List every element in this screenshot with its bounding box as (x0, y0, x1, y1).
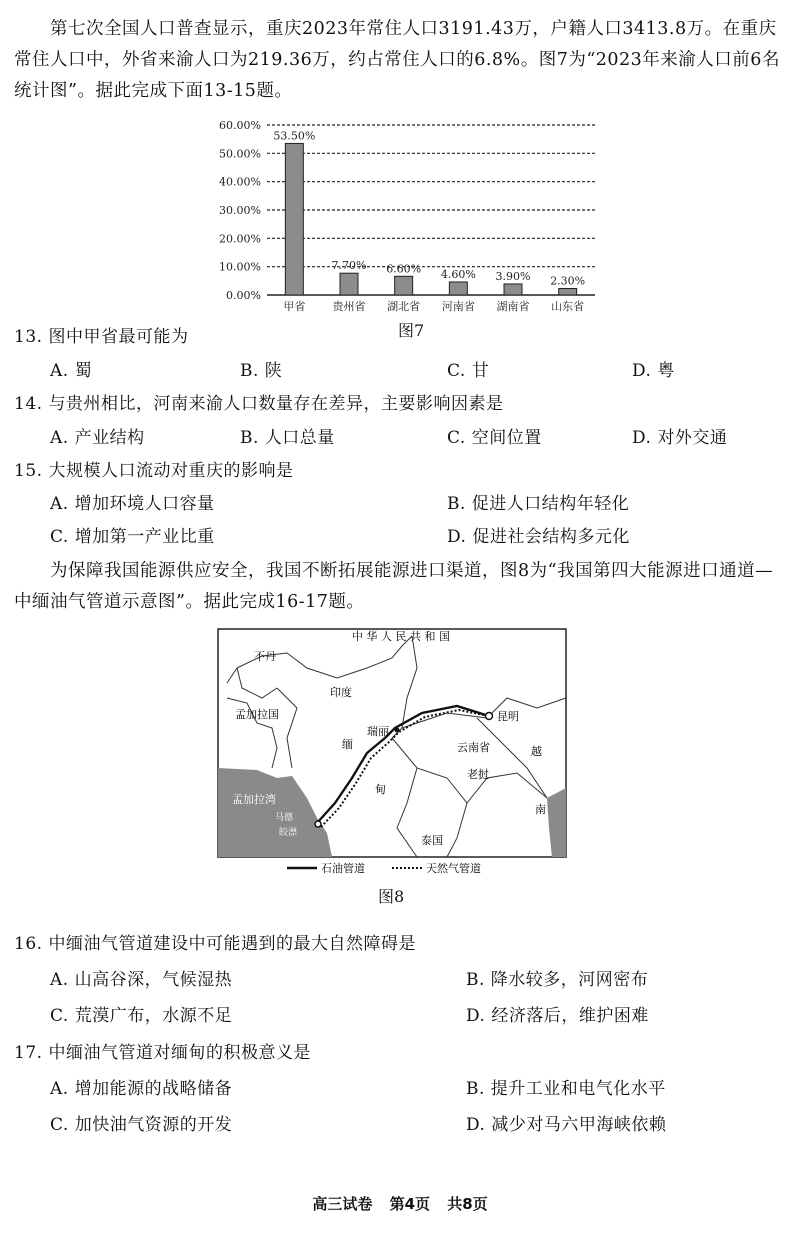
bar-湖北省 (395, 276, 413, 295)
q16-option-c[interactable]: C. 荒漠广布，水源不足 (50, 1006, 233, 1026)
bar-甲省 (285, 143, 303, 295)
x-category-label: 山东省 (551, 300, 585, 313)
y-tick-label: 30.00% (219, 204, 261, 217)
footer-page-number: 第4页 (389, 1195, 430, 1213)
bar-value-label: 6.60% (386, 262, 422, 276)
x-category-label: 湖南省 (496, 300, 530, 313)
label-vietnam-1: 越 (531, 745, 542, 758)
x-category-label: 河南省 (441, 300, 475, 313)
figure-8-pipeline-map (217, 628, 567, 876)
label-port-1: 马德 (275, 813, 294, 823)
label-ruili: 瑞丽 (367, 725, 389, 738)
bar-贵州省 (340, 273, 358, 295)
label-bangladesh: 孟加拉国 (235, 708, 279, 721)
q13-option-a[interactable]: A. 蜀 (50, 361, 93, 381)
label-laos: 老挝 (467, 768, 489, 781)
page-footer (0, 1193, 800, 1214)
bar-value-label: 3.90% (495, 269, 531, 283)
bar-山东省 (559, 288, 577, 295)
q13-option-c[interactable]: C. 甘 (447, 361, 490, 381)
q15-option-d[interactable]: D. 促进社会结构多元化 (447, 527, 630, 547)
intro-paragraph-2: 为保障我国能源供应安全，我国不断拓展能源进口渠道，图8为“我国第四大能源进口通道—中缅油气管道示意图”。据此完成16-17题。 (14, 561, 774, 612)
bar-value-label: 53.50% (273, 129, 316, 143)
y-tick-label: 10.00% (219, 260, 261, 274)
q16-option-a[interactable]: A. 山高谷深，气候湿热 (50, 970, 233, 990)
question-15-stem: 15. 大规模人口流动对重庆的影响是 (14, 461, 294, 481)
q15-option-c[interactable]: C. 增加第一产业比重 (50, 527, 215, 547)
label-vietnam-2: 南 (535, 803, 546, 816)
bar-河南省 (449, 282, 467, 295)
bar-value-label: 2.30% (550, 274, 586, 288)
kunming-marker (486, 713, 493, 720)
y-tick-label: 20.00% (219, 232, 261, 246)
question-13-stem: 13. 图中甲省最可能为 (14, 327, 189, 347)
q16-option-b[interactable]: B. 降水较多，河网密布 (466, 970, 649, 990)
q15-option-a[interactable]: A. 增加环境人口容量 (50, 494, 215, 514)
y-tick-label: 60.00% (219, 119, 261, 132)
footer-exam-name: 高三试卷 (312, 1195, 373, 1213)
question-16-stem: 16. 中缅油气管道建设中可能遇到的最大自然障碍是 (14, 934, 416, 954)
footer-total-pages: 共8页 (447, 1195, 488, 1213)
y-tick-label: 0.00% (226, 289, 261, 302)
label-myanmar-2: 甸 (375, 783, 386, 796)
bar-value-label: 4.60% (440, 267, 476, 281)
question-14-stem: 14. 与贵州相比，河南来渝人口数量存在差异，主要影响因素是 (14, 394, 504, 414)
q14-option-b[interactable]: B. 人口总量 (240, 428, 335, 448)
label-thailand: 泰国 (421, 834, 443, 847)
ruili-marker (395, 728, 400, 733)
label-port-2: 皎漂 (279, 828, 298, 838)
legend-gas-label: 天然气管道 (426, 862, 481, 875)
q17-option-a[interactable]: A. 增加能源的战略储备 (50, 1079, 233, 1099)
q16-option-d[interactable]: D. 经济落后，维护困难 (466, 1006, 649, 1026)
label-myanmar-1: 缅 (342, 738, 353, 751)
label-kunming: 昆明 (497, 710, 519, 723)
figure-8-caption: 图8 (378, 887, 405, 906)
x-category-label: 贵州省 (332, 300, 366, 313)
q17-option-c[interactable]: C. 加快油气资源的开发 (50, 1115, 233, 1135)
q13-option-b[interactable]: B. 陕 (240, 361, 283, 381)
bar-湖南省 (504, 284, 522, 295)
bar-value-label: 7.70% (331, 259, 367, 273)
q14-option-d[interactable]: D. 对外交通 (632, 428, 728, 448)
x-category-label: 甲省 (283, 300, 306, 313)
y-tick-label: 40.00% (219, 175, 261, 189)
q14-option-a[interactable]: A. 产业结构 (50, 428, 145, 448)
legend-oil-label: 石油管道 (321, 862, 365, 875)
question-17-stem: 17. 中缅油气管道对缅甸的积极意义是 (14, 1043, 311, 1063)
q14-option-c[interactable]: C. 空间位置 (447, 428, 542, 448)
q13-option-d[interactable]: D. 粤 (632, 361, 675, 381)
label-yunnan: 云南省 (457, 741, 490, 754)
kyaukpyu-marker (315, 821, 321, 827)
figure-7-caption: 图7 (398, 321, 425, 340)
x-category-label: 湖北省 (387, 300, 421, 313)
q17-option-b[interactable]: B. 提升工业和电气化水平 (466, 1079, 666, 1099)
intro-paragraph-1: 第七次全国人口普查显示，重庆2023年常住人口3191.43万，户籍人口3413.8万。在重庆常住人口中，外省来渝人口为219.36万，约占常住人口的6.8%。图7为“2023年来渝人口前6名统计图”。据此完成下面13-15题。 (14, 19, 780, 101)
y-tick-label: 50.00% (219, 147, 261, 161)
label-bay-of-bengal: 孟加拉湾 (232, 793, 276, 806)
label-india: 印度 (330, 686, 352, 699)
label-bhutan: 不丹 (254, 650, 276, 663)
q17-option-d[interactable]: D. 减少对马六甲海峡依赖 (466, 1115, 667, 1135)
figure-7-bar-chart (205, 115, 605, 320)
q15-option-b[interactable]: B. 促进人口结构年轻化 (447, 494, 630, 514)
label-china: 中 华 人 民 共 和 国 (352, 630, 450, 643)
